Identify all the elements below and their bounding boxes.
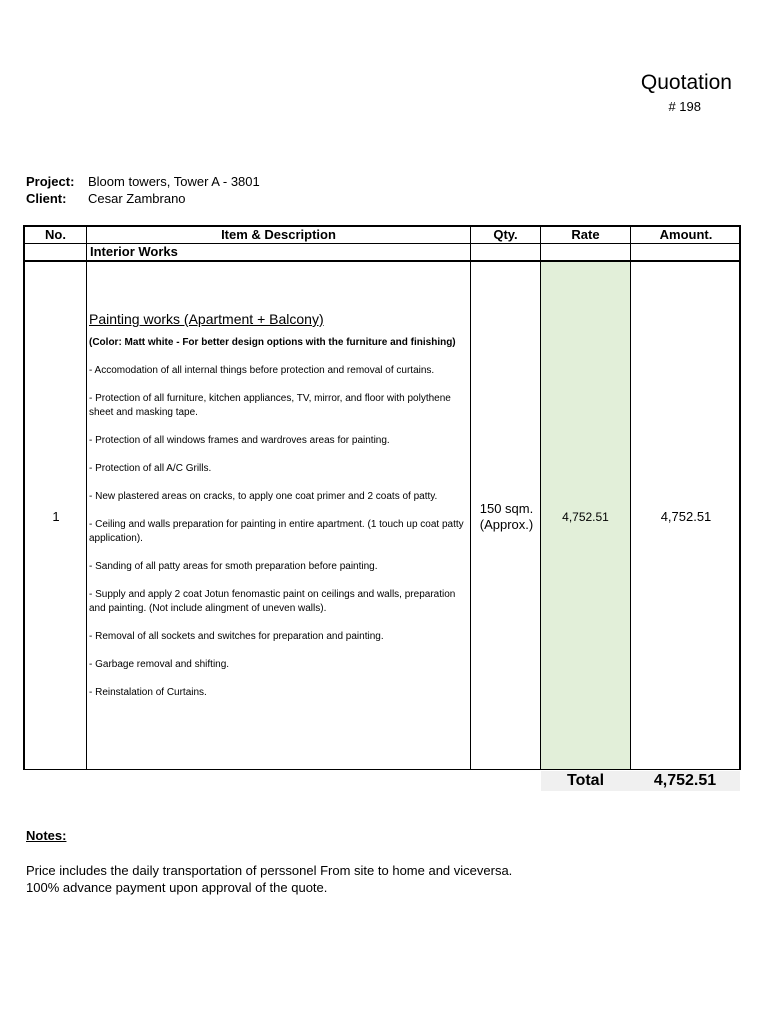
description-bullet: - Sanding of all patty areas for smoth preparation before painting. bbox=[89, 561, 378, 572]
description-bullet: - Accomodation of all internal things before protection and removal of curtains. bbox=[89, 365, 435, 376]
header-no: No. bbox=[45, 227, 66, 242]
description-bullet: - Protection of all A/C Grills. bbox=[89, 463, 212, 474]
total-label: Total bbox=[566, 772, 605, 789]
item-description bbox=[89, 310, 469, 714]
quantity-value: 150 sqm. bbox=[479, 501, 534, 516]
notes-title: Notes: bbox=[26, 828, 67, 843]
column-divider bbox=[470, 227, 471, 769]
quotation-table bbox=[23, 225, 741, 770]
project-value: Bloom towers, Tower A - 3801 bbox=[88, 174, 260, 189]
description-bullet: - Supply and apply 2 coat Jotun fenomastic paint on ceilings and walls, preparation and painting. (Not include alingment of uneven walls). bbox=[89, 589, 456, 614]
quantity-note: (Approx.) bbox=[479, 517, 534, 532]
description-bullet: - Protection of all furniture, kitchen appliances, TV, mirror, and floor with polythene sheet and masking tape. bbox=[89, 393, 451, 418]
header-rate: Rate bbox=[571, 227, 600, 242]
document-title: Quotation bbox=[640, 71, 732, 94]
header-amount: Amount. bbox=[659, 227, 713, 242]
client-value: Cesar Zambrano bbox=[88, 191, 186, 206]
column-divider bbox=[540, 227, 541, 769]
quotation-number: # 198 bbox=[668, 99, 701, 114]
section-divider bbox=[25, 260, 739, 262]
section-title: Interior Works bbox=[90, 244, 178, 259]
description-bullet: - New plastered areas on cracks, to apply one coat primer and 2 coats of patty. bbox=[89, 491, 438, 502]
item-number: 1 bbox=[52, 509, 60, 524]
description-bullet: - Protection of all windows frames and wardroves areas for painting. bbox=[89, 435, 390, 446]
item-quantity bbox=[472, 501, 541, 533]
description-bullet: - Garbage removal and shifting. bbox=[89, 659, 230, 670]
project-label: Project: bbox=[26, 174, 75, 189]
description-bullet: - Reinstalation of Curtains. bbox=[89, 687, 207, 698]
item-rate: 4,752.51 bbox=[562, 510, 609, 524]
total-value: 4,752.51 bbox=[653, 772, 717, 789]
column-divider bbox=[630, 227, 631, 769]
note-line: 100% advance payment upon approval of the quote. bbox=[26, 880, 328, 895]
client-label: Client: bbox=[26, 191, 67, 206]
header-qty: Qty. bbox=[493, 227, 518, 242]
header-item-description: Item & Description bbox=[221, 227, 336, 242]
note-line: Price includes the daily transportation of perssonel From site to home and viceversa. bbox=[26, 863, 513, 878]
color-note: (Color: Matt white - For better design options with the furniture and finishing) bbox=[89, 337, 456, 348]
item-amount: 4,752.51 bbox=[660, 509, 712, 524]
item-heading: Painting works (Apartment + Balcony) bbox=[89, 311, 324, 327]
column-divider bbox=[86, 227, 87, 769]
description-bullet: - Removal of all sockets and switches for preparation and painting. bbox=[89, 631, 384, 642]
description-bullet: - Ceiling and walls preparation for painting in entire apartment. (1 touch up coat patty application). bbox=[89, 519, 464, 544]
